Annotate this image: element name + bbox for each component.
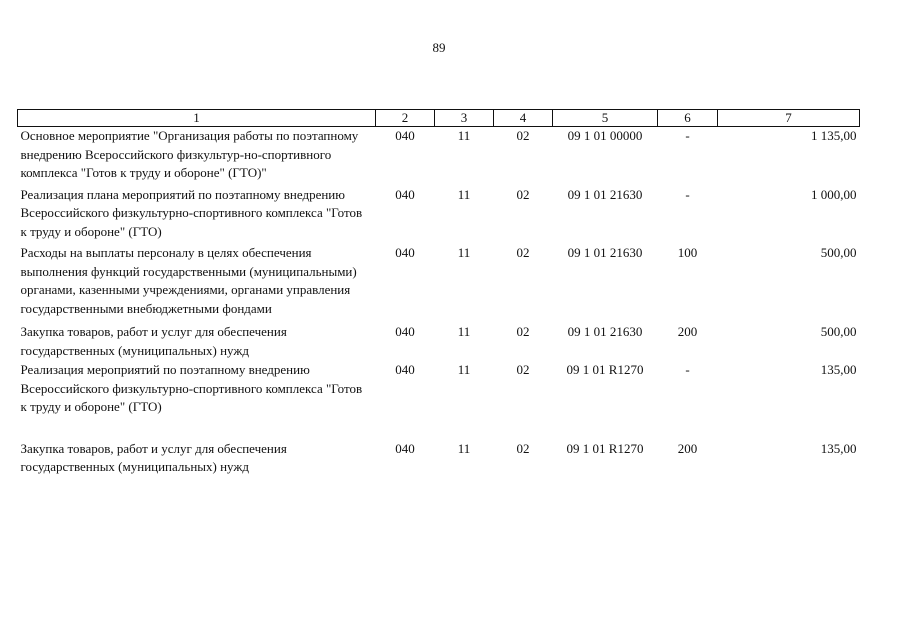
row-amount: 1 135,00: [811, 128, 857, 143]
row-code-5: 09 1 01 R1270: [566, 362, 644, 377]
table-header-row: [18, 110, 860, 127]
row-code-5: 09 1 01 21630: [567, 324, 643, 339]
row-code-2: 040: [395, 186, 415, 202]
row-name: Расходы на выплаты персоналу в целях обеспечения выполнения функций государственными (муниципальными) органами, казенными учреждениями, органами управления государственными внебюджетными фондами: [20, 245, 357, 316]
column-header-5: 5: [553, 110, 658, 127]
table-row: [18, 440, 860, 477]
row-code-4: 02: [516, 245, 530, 260]
row-code-3: 11: [457, 440, 471, 456]
row-code-5: 09 1 01 21630: [567, 245, 643, 260]
row-code-4: 02: [516, 362, 530, 377]
row-code-4: 02: [516, 324, 530, 339]
row-code-2: 040: [395, 245, 415, 260]
row-code-3: 11: [457, 362, 471, 377]
table-row: [18, 127, 860, 186]
row-code-3: 11: [457, 245, 471, 260]
row-code-4: 02: [516, 128, 530, 143]
row-code-5: 09 1 01 R1270: [566, 440, 644, 456]
row-code-6: -: [685, 186, 690, 202]
column-header-4: 4: [494, 110, 553, 127]
table-row: [18, 323, 860, 361]
table-row: [18, 244, 860, 323]
column-header-3: 3: [435, 110, 494, 127]
row-code-3: 11: [457, 128, 471, 143]
row-amount: 500,00: [820, 245, 857, 260]
row-code-4: 02: [516, 440, 530, 456]
row-code-3: 11: [457, 186, 471, 202]
row-amount: 135,00: [820, 440, 857, 456]
row-code-4: 02: [516, 186, 530, 202]
row-code-2: 040: [395, 128, 415, 143]
row-amount: 135,00: [820, 362, 857, 377]
column-header-6: 6: [658, 110, 718, 127]
row-name: Основное мероприятие "Организация работы по поэтапному внедрению Всероссийского физкультур-но-спортивного комплекса "Готов к труду и обороне" (ГТО)": [20, 128, 359, 180]
row-name: Реализация плана мероприятий по поэтапному внедрению Всероссийского физкультурно-спортивного комплекса "Готов к труду и обороне" (ГТО): [20, 186, 363, 239]
row-name: Закупка товаров, работ и услуг для обеспечения государственных (муниципальных) нужд: [20, 324, 287, 358]
row-code-5: 09 1 01 21630: [567, 186, 643, 202]
column-header-2: 2: [376, 110, 435, 127]
table-row: [18, 186, 860, 245]
row-code-6: 100: [677, 245, 698, 260]
column-header-1: 1: [18, 110, 376, 127]
row-code-6: -: [685, 362, 690, 377]
row-amount: 1 000,00: [811, 186, 857, 202]
row-code-2: 040: [395, 440, 415, 456]
row-code-5: 09 1 01 00000: [567, 128, 643, 143]
row-name: Реализация мероприятий по поэтапному внедрению Всероссийского физкультурно-спортивного комплекса "Готов к труду и обороне" (ГТО): [20, 362, 363, 414]
budget-table: [17, 109, 860, 477]
row-name: Закупка товаров, работ и услуг для обеспечения государственных (муниципальных) нужд: [20, 440, 287, 474]
row-code-6: -: [685, 128, 690, 143]
row-code-2: 040: [395, 324, 415, 339]
column-header-7: 7: [718, 110, 860, 127]
row-code-3: 11: [457, 324, 471, 339]
row-code-2: 040: [395, 362, 415, 377]
table-row: [18, 361, 860, 440]
row-code-6: 200: [677, 324, 698, 339]
row-code-6: 200: [677, 440, 698, 456]
row-amount: 500,00: [820, 324, 857, 339]
page-number: 89: [432, 40, 446, 55]
